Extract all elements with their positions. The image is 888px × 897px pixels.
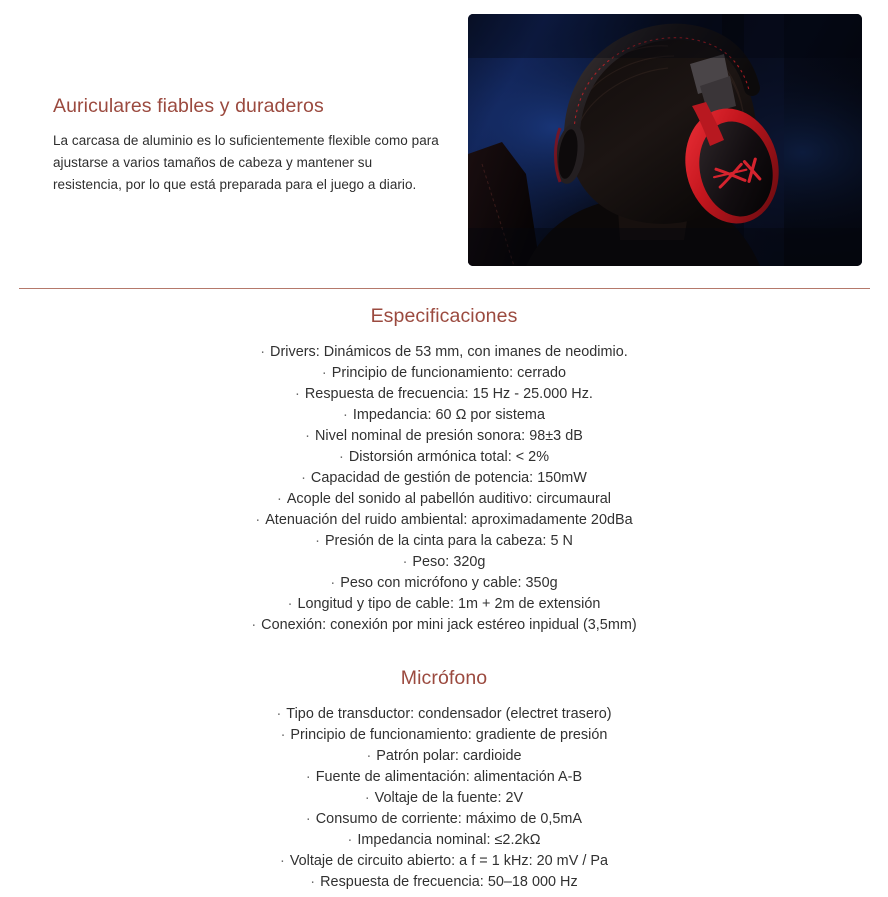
spec-list-item xyxy=(0,363,888,384)
bullet-icon: · xyxy=(295,386,304,402)
spec-list-item xyxy=(0,725,888,746)
spec-item-text: Presión de la cinta para la cabeza: 5 N xyxy=(324,533,573,549)
spec-item-text: Peso con micrófono y cable: 350g xyxy=(340,575,558,591)
spec-item-text: Nivel nominal de presión sonora: 98±3 dB xyxy=(314,428,583,444)
spec-list-item xyxy=(0,767,888,788)
spec-list-item xyxy=(0,531,888,552)
bullet-icon: · xyxy=(364,790,374,806)
bullet-icon: · xyxy=(343,407,352,423)
specifications-title: Especificaciones xyxy=(370,305,518,327)
bullet-icon: · xyxy=(330,575,340,591)
bullet-icon: · xyxy=(366,748,376,764)
bullet-icon: · xyxy=(402,554,412,570)
feature-description: La carcasa de aluminio es lo suficientemente flexible como para ajustarse a varios tamaños de cabeza y mantener su resistencia, por lo que está preparada para el juego a diario. xyxy=(53,133,439,193)
spec-list-item xyxy=(0,594,888,615)
spec-list-item xyxy=(0,788,888,809)
bullet-icon: · xyxy=(301,470,310,486)
spec-list-item xyxy=(0,830,888,851)
bullet-icon: · xyxy=(347,832,357,848)
bullet-icon: · xyxy=(276,706,286,722)
bullet-icon: · xyxy=(276,491,286,507)
spec-item-text: Conexión: conexión por mini jack estéreo inpidual (3,5mm) xyxy=(261,617,637,633)
bullet-icon: · xyxy=(305,769,315,785)
spec-list-item xyxy=(0,342,888,363)
spec-item-text: Peso: 320g xyxy=(412,554,486,570)
bullet-icon: · xyxy=(321,365,331,381)
spec-list-item xyxy=(0,704,888,725)
headset-photo-illustration xyxy=(468,14,862,266)
feature-text-block xyxy=(53,94,443,196)
spec-item-text: Consumo de corriente: máximo de 0,5mA xyxy=(315,811,583,827)
bullet-icon: · xyxy=(338,449,348,465)
spec-item-text: Capacidad de gestión de potencia: 150mW xyxy=(310,470,587,486)
bullet-icon: · xyxy=(305,428,314,444)
spec-list-item xyxy=(0,405,888,426)
spec-list-item xyxy=(0,426,888,447)
spec-item-text: Principio de funcionamiento: gradiente de presión xyxy=(290,727,608,743)
spec-item-text: Impedancia: 60 Ω por sistema xyxy=(352,407,545,423)
spec-item-text: Drivers: Dinámicos de 53 mm, con imanes de neodimio. xyxy=(270,344,628,360)
spec-item-text: Longitud y tipo de cable: 1m + 2m de extensión xyxy=(297,596,601,612)
specifications-list xyxy=(0,342,888,636)
microphone-list xyxy=(0,704,888,893)
bullet-icon: · xyxy=(287,596,297,612)
bullet-icon: · xyxy=(310,874,320,890)
spec-list-item xyxy=(0,468,888,489)
spec-list-item xyxy=(0,615,888,636)
bullet-icon: · xyxy=(260,344,270,360)
spec-item-text: Acople del sonido al pabellón auditivo: circumaural xyxy=(286,491,612,507)
specifications-section xyxy=(0,305,888,897)
spec-item-text: Fuente de alimentación: alimentación A-B xyxy=(315,769,583,785)
spec-list-item xyxy=(0,552,888,573)
bullet-icon: · xyxy=(305,811,315,827)
spec-item-text: Distorsión armónica total: < 2% xyxy=(348,449,550,465)
spec-list-item xyxy=(0,851,888,872)
spec-item-text: Impedancia nominal: ≤2.2kΩ xyxy=(357,832,541,848)
bullet-icon: · xyxy=(255,512,265,528)
bullet-icon: · xyxy=(279,853,289,869)
spec-list-item xyxy=(0,809,888,830)
bullet-icon: · xyxy=(280,727,290,743)
spec-list-item xyxy=(0,384,888,405)
feature-title: Auriculares fiables y duraderos xyxy=(53,95,324,117)
spec-item-text: Respuesta de frecuencia: 50–18 000 Hz xyxy=(320,874,578,890)
specifications-block xyxy=(0,305,888,636)
spec-list-item xyxy=(0,510,888,531)
spec-item-text: Respuesta de frecuencia: 15 Hz - 25.000 Hz. xyxy=(304,386,593,402)
bullet-icon: · xyxy=(315,533,324,549)
spec-item-text: Atenuación del ruido ambiental: aproximadamente 20dBa xyxy=(265,512,633,528)
hero-product-photo xyxy=(468,14,862,266)
spec-item-text: Voltaje de la fuente: 2V xyxy=(374,790,524,806)
spec-list-item xyxy=(0,746,888,767)
spec-item-text: Voltaje de circuito abierto: a f = 1 kHz: 20 mV / Pa xyxy=(289,853,609,869)
bullet-icon: · xyxy=(251,617,261,633)
spec-list-item xyxy=(0,489,888,510)
microphone-title: Micrófono xyxy=(400,667,488,689)
spec-list-item xyxy=(0,573,888,594)
spec-item-text: Principio de funcionamiento: cerrado xyxy=(331,365,567,381)
spec-list-item xyxy=(0,872,888,893)
spec-item-text: Patrón polar: cardioide xyxy=(376,748,522,764)
spec-list-item xyxy=(0,447,888,468)
microphone-block xyxy=(0,667,888,893)
feature-section xyxy=(0,0,888,284)
section-divider xyxy=(19,288,870,289)
spec-item-text: Tipo de transductor: condensador (electret trasero) xyxy=(286,706,612,722)
